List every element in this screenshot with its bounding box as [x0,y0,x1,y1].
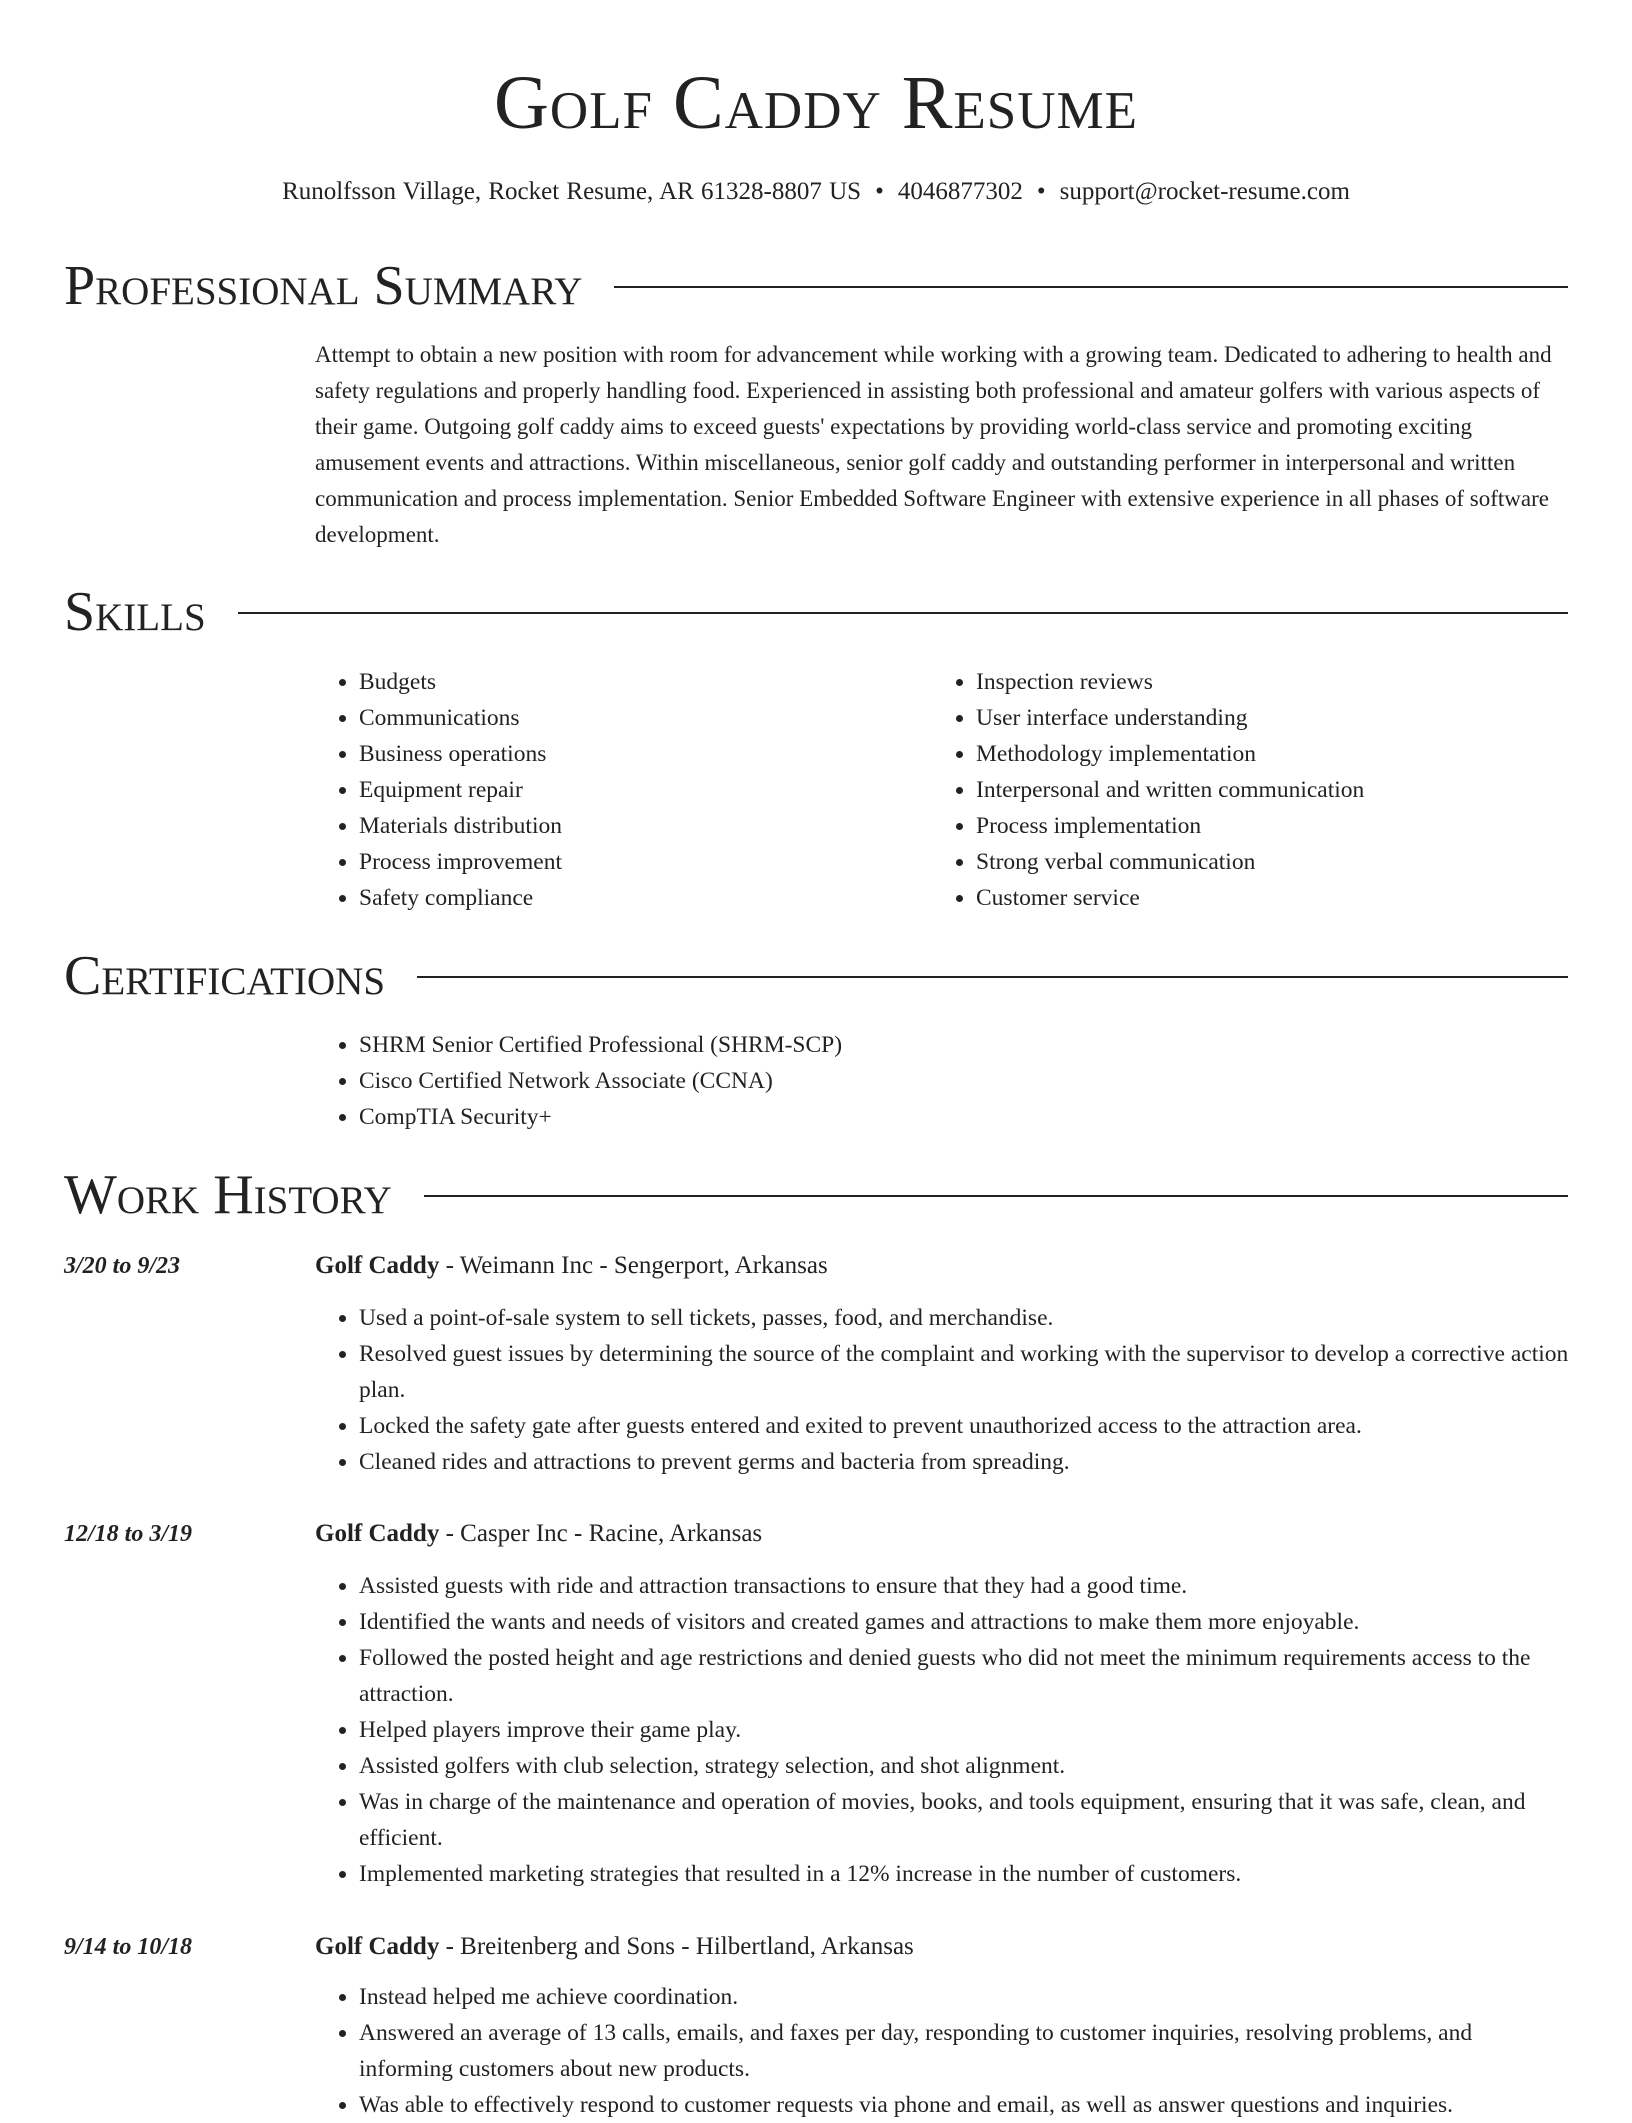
skill-item: • Communications [359,700,915,736]
work-history-section-header [64,1162,1568,1228]
job-duties-list [315,1979,1570,2123]
skill-item: • Interpersonal and written communication [976,772,1532,808]
job-title: Golf Caddy [315,1520,440,1547]
job-duty-item: • Resolved guest issues by determining the source of the complaint and working with the supervisor to develop a corrective action plan. [359,1336,1570,1408]
skill-item: • Methodology implementation [976,736,1532,772]
job-duty-item: • Used a point-of-sale system to sell tickets, passes, food, and merchandise. [359,1300,1570,1336]
job-duty-item: • Cleaned rides and attractions to prevent germs and bacteria from spreading. [359,1444,1570,1480]
summary-section-header [64,253,1568,319]
job-duty-item: • Answered an average of 13 calls, emails, and faxes per day, responding to customer inquiries, resolving problems, and informing customers about new products. [359,2015,1570,2087]
job-employer: - Breitenberg and Sons - Hilbertland, Arkansas [439,1933,914,1960]
job-duty-item: • Followed the posted height and age restrictions and denied guests who did not meet the minimum requirements access to the attraction. [359,1640,1570,1712]
job-dates: 9/14 to 10/18 [64,1934,193,1960]
skills-list-right [932,664,1532,916]
skill-item: • Process implementation [976,808,1532,844]
resume-title: Golf Caddy Resume [493,61,1139,145]
skill-item: • Safety compliance [359,880,915,916]
job-dates: 12/18 to 3/19 [64,1521,193,1547]
section-divider [424,1195,1568,1197]
phone-text: 4046877302 [897,178,1023,205]
skill-item: • Inspection reviews [976,664,1532,700]
job-title: Golf Caddy [315,1933,440,1960]
certification-item: • SHRM Senior Certified Professional (SHRM-SCP) [359,1027,1315,1063]
work-history-heading: Work History [64,1164,392,1226]
section-divider [614,286,1568,288]
skill-item: • Strong verbal communication [976,844,1532,880]
summary-heading: Professional Summary [64,255,583,317]
job-bullets [315,1568,1570,1892]
job-employer: - Weimann Inc - Sengerport, Arkansas [439,1252,828,1279]
skill-item: • User interface understanding [976,700,1532,736]
job-duty-item: • Identified the wants and needs of visitors and created games and attractions to make them more enjoyable. [359,1604,1570,1640]
job-title-line [315,1929,914,1965]
job-duty-item: • Was able to effectively respond to customer requests via phone and email, as well as answer questions and inquiries. [359,2087,1570,2123]
job-duty-item: • Helped players improve their game play. [359,1712,1570,1748]
job-duty-item: • Locked the safety gate after guests entered and exited to prevent unauthorized access to the attraction area. [359,1408,1570,1444]
section-divider [238,612,1568,614]
section-divider [417,976,1568,978]
skill-item: • Equipment repair [359,772,915,808]
skills-column-left [315,664,915,916]
job-duty-item: • Assisted golfers with club selection, strategy selection, and shot alignment. [359,1748,1570,1784]
address-text: Runolfsson Village, Rocket Resume, AR 61328-8807 US [282,178,862,205]
contact-line [0,174,1632,210]
skills-heading: Skills [64,581,206,643]
job-duty-item: • Instead helped me achieve coordination. [359,1979,1570,2015]
bullet-separator: • [875,178,884,205]
skills-section-header [64,579,1568,645]
job-dates: 3/20 to 9/23 [64,1253,181,1279]
job-bullets [315,1300,1570,1480]
skill-item: • Customer service [976,880,1532,916]
job-title: Golf Caddy [315,1252,440,1279]
job-duties-list [315,1568,1570,1892]
certification-item: • Cisco Certified Network Associate (CCNA) [359,1063,1315,1099]
skill-item: • Materials distribution [359,808,915,844]
summary-text: Attempt to obtain a new position with room for advancement while working with a growing team. Dedicated to adhering to health and safety regulations and properly handling food. Experienced in assisting both professional and amateur golfers with various aspects of their game. Outgoing golf caddy aims to exceed guests' expectations by providing world-class service and promoting exciting amusement events and attractions. Within miscellaneous, senior golf caddy and outstanding performer in interpersonal and written communication and process implementation. Senior Embedded Software Engineer with extensive experience in all phases of software development. [315,342,1552,547]
job-employer: - Casper Inc - Racine, Arkansas [439,1520,763,1547]
skills-column-right [932,664,1532,916]
job-duty-item: • Assisted guests with ride and attraction transactions to ensure that they had a good time. [359,1568,1570,1604]
skill-item: • Business operations [359,736,915,772]
email-text: support@rocket-resume.com [1059,178,1350,205]
skills-list-left [315,664,915,916]
job-duties-list [315,1300,1570,1480]
certification-item: • CompTIA Security+ [359,1099,1315,1135]
certifications-heading: Certifications [64,945,386,1007]
certifications-list [315,1027,1315,1135]
certifications-section-header [64,943,1568,1009]
job-duty-item: • Was in charge of the maintenance and operation of movies, books, and tools equipment, ensuring that it was safe, clean, and efficient. [359,1784,1570,1856]
skill-item: • Process improvement [359,844,915,880]
skill-item: • Budgets [359,664,915,700]
bullet-separator: • [1036,178,1046,205]
job-bullets [315,1979,1570,2123]
job-duty-item: • Implemented marketing strategies that resulted in a 12% increase in the number of customers. [359,1856,1570,1892]
job-title-line [315,1516,762,1552]
certifications-block [315,1027,1315,1135]
job-title-line [315,1248,828,1284]
